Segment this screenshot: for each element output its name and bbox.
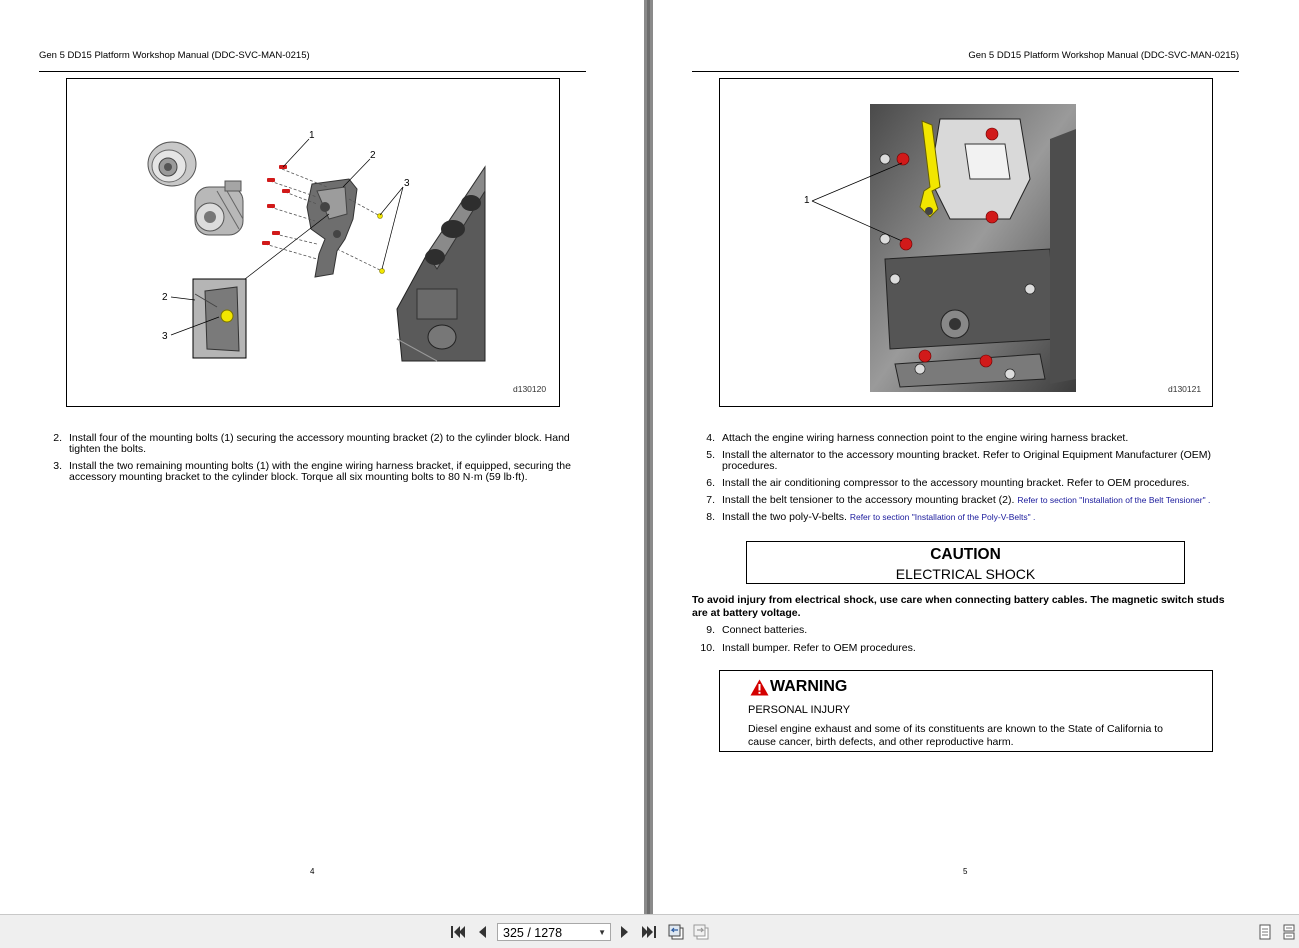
step-number: 8.	[706, 511, 715, 524]
step-text: Attach the engine wiring harness connection point to the engine wiring harness bracket.	[722, 432, 1129, 444]
cylinder-block-illustration	[397, 167, 485, 361]
page-header: Gen 5 DD15 Platform Workshop Manual (DDC-SVC-MAN-0215)	[968, 50, 1239, 61]
step-text: Install the air conditioning compressor to the accessory mounting bracket. Refer to OEM procedures.	[722, 477, 1190, 490]
step-text: Install the two remaining mounting bolts (1) with the engine wiring harness bracket, if equipped, securing the accessory mounting bracket to the cylinder block. Torque all six mounting bolts to 80 N·m (59 lb·ft).	[69, 460, 571, 484]
caution-text: To avoid injury from electrical shock, use care when connecting battery cables. The magnetic switch studs are at battery voltage.	[692, 594, 1225, 620]
exploded-bracket-illustration	[67, 79, 559, 406]
bolt-locations-illustration	[720, 79, 1212, 406]
warning-heading	[750, 678, 847, 696]
step-text: Install the alternator to the accessory mounting bracket. Refer to Original Equipment Manufacturer (OEM) procedures.	[722, 449, 1212, 473]
header-rule	[39, 71, 586, 72]
first-page-icon[interactable]	[449, 924, 467, 940]
caution-title: CAUTION	[930, 546, 1001, 563]
caution-subtitle: ELECTRICAL SHOCK	[895, 566, 1036, 582]
previous-page-icon[interactable]	[473, 924, 491, 940]
figure-bolt-locations	[719, 78, 1213, 407]
page-number: 4	[310, 867, 315, 876]
step-text: Install bumper. Refer to OEM procedures.	[722, 642, 916, 655]
next-page-icon[interactable]	[616, 924, 634, 940]
step-item	[693, 433, 1238, 444]
warning-subtitle: PERSONAL INJURY	[748, 704, 851, 716]
step-text: Install four of the mounting bolts (1) securing the accessory mounting bracket (2) to the cylinder block. Hand tighten the bolts.	[69, 432, 570, 456]
step-number: 5.	[706, 449, 715, 462]
single-page-view-icon[interactable]	[1256, 924, 1274, 940]
callout-2: 2	[370, 150, 376, 161]
step-item	[693, 478, 1238, 489]
step-number: 9.	[706, 624, 715, 636]
step-number: 7.	[706, 494, 715, 507]
callout-1: 1	[804, 195, 810, 206]
step-item	[40, 461, 580, 483]
left-page	[0, 0, 644, 914]
step-text: Connect batteries.	[722, 624, 808, 636]
step-number: 10.	[700, 642, 715, 655]
step-item	[693, 643, 1238, 654]
step-text: Install the two poly-V-belts.	[722, 511, 847, 524]
warning-triangle-icon	[750, 679, 769, 696]
page-display: 325 / 1278	[503, 926, 563, 940]
page-divider	[644, 0, 653, 914]
page-number-selector[interactable]	[497, 923, 611, 941]
right-steps	[693, 433, 1238, 529]
figure-id: d130121	[1168, 384, 1202, 394]
pulley-illustration	[148, 142, 196, 186]
link-poly-v-belts[interactable]: Refer to section "Installation of the Poly-V-Belts" .	[849, 512, 1036, 523]
figure-exploded-bracket	[66, 78, 560, 407]
step-number: 6.	[706, 477, 715, 490]
page-header: Gen 5 DD15 Platform Workshop Manual (DDC-SVC-MAN-0215)	[39, 50, 310, 61]
alternator-illustration	[195, 181, 243, 235]
callout-inset-2: 2	[162, 292, 168, 303]
callout-3: 3	[404, 178, 410, 189]
navigation-toolbar	[0, 914, 1299, 948]
step-number: 4.	[706, 432, 715, 444]
step-text: Install the belt tensioner to the accessory mounting bracket (2).	[722, 494, 1015, 507]
accessory-bracket-illustration	[307, 179, 357, 277]
caution-box	[746, 541, 1185, 584]
go-forward-icon[interactable]	[692, 924, 710, 940]
page-number: 5	[963, 867, 968, 876]
step-item	[40, 433, 580, 455]
callout-inset-3: 3	[162, 331, 168, 342]
inset-detail	[193, 279, 246, 358]
link-belt-tensioner[interactable]: Refer to section "Installation of the Belt Tensioner" .	[1017, 495, 1211, 506]
step-item	[693, 512, 1238, 523]
step-item	[693, 450, 1238, 472]
warning-title: WARNING	[770, 678, 848, 695]
step-number: 2.	[53, 432, 62, 444]
warning-box	[719, 670, 1213, 752]
continuous-view-icon[interactable]	[1280, 924, 1298, 940]
step-item	[693, 625, 1238, 636]
header-rule	[692, 71, 1239, 72]
right-steps-2	[693, 625, 1238, 660]
mounting-bolts	[262, 165, 290, 245]
step-number: 3.	[53, 460, 62, 473]
warning-text: Diesel engine exhaust and some of its constituents are known to the State of California to cause cancer, birth defects, and other reproductive harm.	[748, 723, 1163, 749]
figure-id: d130120	[513, 384, 547, 394]
last-page-icon[interactable]	[640, 924, 658, 940]
callout-1: 1	[309, 130, 315, 141]
chevron-down-icon: ▼	[598, 928, 606, 937]
step-item	[693, 495, 1238, 506]
go-back-icon[interactable]	[667, 924, 685, 940]
right-page	[653, 0, 1299, 914]
left-steps	[40, 433, 580, 489]
